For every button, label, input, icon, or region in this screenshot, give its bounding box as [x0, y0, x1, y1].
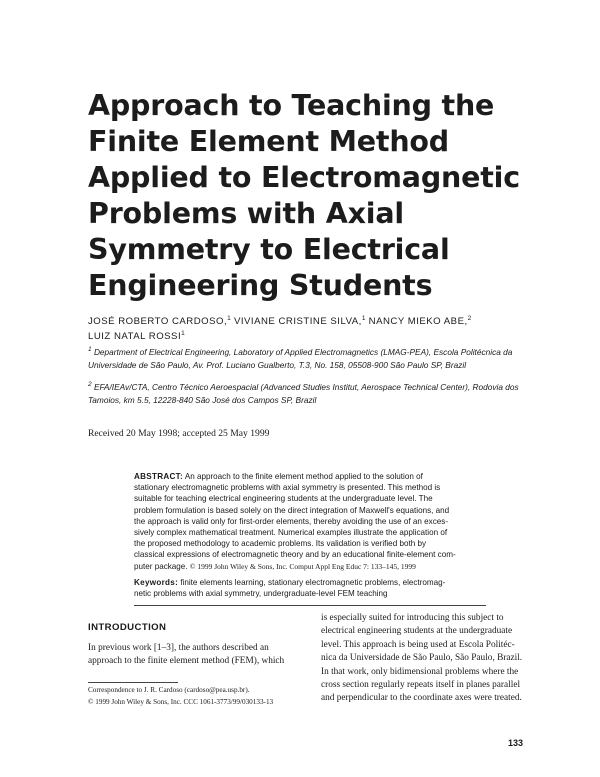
footnote — [88, 685, 318, 708]
body-line: nica da Universidade de São Paulo, São Paulo, Brazil. — [321, 653, 523, 664]
keywords-label: Keywords: — [134, 578, 179, 587]
author-name: NANCY MIEKO ABE, — [368, 316, 468, 327]
keywords-line: finite elements learning, stationary electromagnetic problems, electromag- — [180, 578, 446, 587]
body-line: In that work, only bidimensional problems where the — [321, 666, 519, 677]
abstract-line: classical expressions of electromagnetic theory and by an educational finite-element com- — [134, 550, 456, 560]
keywords — [134, 577, 486, 599]
right-column-text — [321, 612, 521, 706]
author-affil-marker: 1 — [361, 315, 366, 322]
author-name: LUIZ NATAL ROSSI — [88, 331, 182, 342]
body-line: level. This approach is being used at Escola Politéc- — [321, 639, 515, 650]
body-line: In previous work [1–3], the authors described an — [88, 643, 269, 653]
title-line: Problems with Axial — [88, 197, 404, 230]
footnote-divider — [88, 682, 178, 683]
section-heading: INTRODUCTION — [88, 622, 167, 633]
affil-line: Department of Electrical Engineering, Laboratory of Applied Electromagnetics (LMAG-PEA), Escola Politécnica da — [93, 347, 513, 357]
title-line: Approach to Teaching the — [88, 89, 495, 122]
keywords-line: netic problems with axial symmetry, undergraduate-level FEM teaching — [134, 589, 388, 599]
abstract-citation: © 1999 John Wiley & Sons, Inc. Comput Appl Eng Educ 7: 133–145, 1999 — [189, 561, 416, 571]
affil-marker: 1 — [88, 346, 92, 353]
body-line: electrical engineering students at the undergraduate — [321, 626, 513, 637]
page-number: 133 — [508, 738, 524, 748]
abstract-line: problem formulation is based solely on the direct integration of Maxwell's equations, and — [134, 505, 450, 515]
abstract-line: suitable for teaching electrical engineering students at the undergraduate level. The — [134, 494, 433, 504]
body-line: is especially suited for introducing this subject to — [321, 613, 504, 623]
title-line: Symmetry to Electrical — [88, 233, 450, 266]
body-line: approach to the finite element method (FEM), which — [88, 656, 285, 667]
article-title — [88, 88, 558, 304]
correspondence-note: Correspondence to J. R. Cardoso (cardoso@pea.usp.br). — [88, 686, 250, 694]
left-column-text — [88, 642, 300, 669]
affil-line: EFA/IEAv/CTA, Centro Técnico Aeroespacial (Advanced Studies Institut, Aerospace Technical Center), Rodovia dos — [93, 382, 519, 392]
title-line: Engineering Students — [88, 269, 433, 302]
abstract-line: stationary electromagnetic problems with axial symmetry is presented. This method is — [134, 483, 441, 493]
author-affil-marker: 1 — [227, 315, 231, 322]
body-line: and perpendicular to the coordinate axes were treated. — [321, 693, 522, 704]
affiliation-1 — [88, 346, 558, 372]
affil-line: Universidade de São Paulo, Av. Prof. Luciano Gualberto, T.3, No. 158, 05508-900 São Paulo SP, Brazil — [88, 360, 467, 370]
abstract-label: ABSTRACT: — [134, 472, 184, 481]
affil-marker: 2 — [88, 381, 92, 388]
affil-line: Tamoios, km 5.5, 12228-840 São José dos Campos SP, Brazil — [88, 395, 317, 405]
author-affil-marker: 2 — [467, 315, 472, 322]
abstract — [134, 471, 486, 572]
author-name: VIVIANE CRISTINE SILVA, — [233, 316, 362, 327]
abstract-line: sively complex mathematical treatment. Numerical examples illustrate the application of — [134, 528, 448, 538]
author-affil-marker: 1 — [181, 330, 185, 337]
title-line: Finite Element Method — [88, 125, 449, 158]
abstract-divider — [134, 605, 486, 606]
abstract-line: puter package. — [134, 561, 188, 571]
received-date: Received 20 May 1998; accepted 25 May 1999 — [88, 428, 270, 439]
abstract-line: An approach to the finite element method applied to the solution of — [184, 472, 423, 481]
copyright-note: © 1999 John Wiley & Sons, Inc. CCC 1061-3773/99/030133-13 — [88, 697, 274, 706]
body-line: cross section regularly repeats itself in planes parallel — [321, 680, 521, 691]
author-name: JOSÉ ROBERTO CARDOSO, — [88, 316, 228, 327]
author-list — [88, 314, 558, 344]
title-line: Applied to Electromagnetic — [88, 161, 520, 194]
abstract-line: the proposed methodology to academic problems. Its validation is verified both by — [134, 539, 426, 549]
abstract-line: the approach is valid only for first-order elements, thereby avoiding the use of an exces- — [134, 516, 449, 526]
affiliation-2 — [88, 381, 558, 407]
